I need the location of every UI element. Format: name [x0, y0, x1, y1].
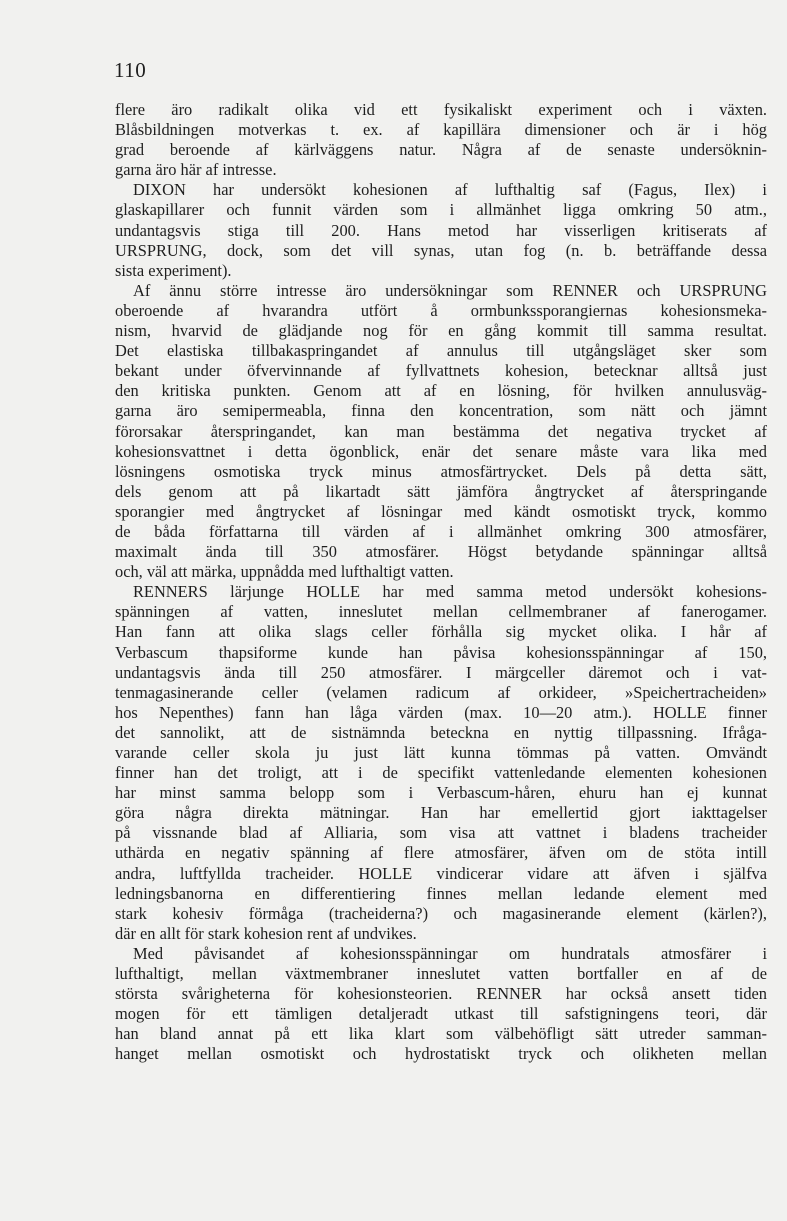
text-line: stark kohesiv förmåga (tracheiderna?) och magasinerande element (kärlen?), — [115, 903, 767, 923]
text-line: Han fann att olika slags celler förhålla sig mycket olika. I hår af — [115, 622, 767, 642]
text-line: spänningen af vatten, inneslutet mellan cellmembraner af fanerogamer. — [115, 602, 767, 622]
text-line: URSPRUNG, dock, som det vill synas, utan fog (n. b. beträffande dessa — [115, 240, 767, 260]
text-line: hanget mellan osmotiskt och hydrostatiskt tryck och olikheten mellan — [115, 1044, 767, 1064]
text-line: glaskapillarer och funnit värden som i allmänhet ligga omkring 50 atm., — [115, 200, 767, 220]
text-line: ledningsbanorna en differentiering finnes mellan ledande element med — [115, 883, 767, 903]
text-line: göra några direkta mätningar. Han har emellertid gjort iakttagelser — [115, 803, 767, 823]
text-line: andra, luftfyllda tracheider. HOLLE vindicerar vidare att äfven i själfva — [115, 863, 767, 883]
text-line: mogen för ett tämligen detaljeradt utkast till safstigningens teori, där — [115, 1004, 767, 1024]
text-line: Af ännu större intresse äro undersökningar som RENNER och URSPRUNG — [133, 280, 767, 300]
text-line: på vissnande blad af Alliaria, som visa att vattnet i bladens tracheider — [115, 823, 767, 843]
text-line: han bland annat på ett lika klart som välbehöfligt sätt utreder samman- — [115, 1024, 767, 1044]
text-line: har minst samma belopp som i Verbascum-håren, ehuru han ej kunnat — [115, 783, 767, 803]
text-line: Det elastiska tillbakaspringandet af annulus till utgångsläget sker som — [115, 341, 767, 361]
text-line: lufthaltigt, mellan växtmembraner inneslutet vatten bortfaller en af de — [115, 964, 767, 984]
text-line: garna äro här af intresse. — [115, 160, 277, 180]
text-line: varande celler skola ju just lätt kunna tömmas på vatten. Omvändt — [115, 743, 767, 762]
text-line: förorsakar återspringandet, kan man bestämma det negativa trycket af — [115, 421, 767, 441]
text-line: största svårigheterna för kohesionsteorien. RENNER har också ansett tiden — [115, 984, 767, 1004]
text-line: där en allt för stark kohesion rent af undvikes. — [115, 923, 417, 943]
text-line: garna äro semipermeabla, finna den koncentration, som nätt och jämnt — [115, 401, 767, 421]
text-line: uthärda en negativ spänning af flere atmosfärer, äfven om de stöta intill — [115, 843, 767, 863]
text-line: Blåsbildningen motverkas t. ex. af kapillära dimensioner och är i hög — [115, 120, 767, 140]
page-number: 110 — [114, 58, 147, 82]
text-line: Med påvisandet af kohesionsspänningar om hundratals atmosfärer i — [133, 943, 767, 963]
text-line: nism, hvarvid de glädjande nog för en gång kommit till samma resultat. — [115, 321, 767, 341]
text-line: oberoende af hvarandra utfört å ormbunkssporangiernas kohesionsmeka- — [115, 300, 767, 320]
text-line: och, väl att märka, uppnådda med lufthaltigt vatten. — [115, 562, 454, 582]
text-line: undantagsvis stiga till 200. Hans metod har visserligen kritiserats af — [115, 220, 767, 240]
text-line: lösningens osmotiska tryck minus atmosfärtrycket. Dels på detta sätt, — [115, 461, 767, 481]
text-line: bekant under öfvervinnande af fyllvattnets kohesion, betecknar alltså just — [115, 361, 767, 381]
text-line: det sannolikt, att de sistnämnda beteckna en nyttig tillpassning. Ifråga- — [115, 722, 767, 742]
body-text — [115, 100, 767, 1065]
text-line: grad beroende af kärlväggens natur. Några af de senaste undersöknin- — [115, 140, 767, 160]
text-line: flere äro radikalt olika vid ett fysikaliskt experiment och i växten. — [115, 100, 767, 119]
text-line: Verbascum thapsiforme kunde han påvisa kohesionsspänningar af 150, — [115, 642, 767, 662]
text-line: finner han det troligt, att i de specifikt vattenledande elementen kohesionen — [115, 763, 767, 783]
text-line: undantagsvis ända till 250 atmosfärer. I märgceller däremot och i vat- — [115, 662, 767, 682]
text-line: den kritiska punkten. Genom att af en lösning, för hvilken annulusväg- — [115, 381, 767, 401]
text-line: sista experiment). — [115, 260, 232, 280]
text-line: DIXON har undersökt kohesionen af lufthaltig saf (Fagus, Ilex) i — [133, 180, 767, 200]
text-line: de båda författarna till värden af i allmänhet omkring 300 atmosfärer, — [115, 521, 767, 541]
text-line: sporangier med ångtrycket af lösningar med kändt osmotiskt tryck, kommo — [115, 501, 767, 521]
text-line: RENNERS lärjunge HOLLE har med samma metod undersökt kohesions- — [133, 582, 767, 602]
text-line: maximalt ända till 350 atmosfärer. Högst betydande spänningar alltså — [115, 542, 767, 562]
text-line: dels genom att på likartadt sätt jämföra ångtrycket af återspringande — [115, 481, 767, 501]
text-line: tenmagasinerande celler (velamen radicum af orkideer, »Speichertracheiden» — [115, 682, 767, 702]
text-line: kohesionsvattnet i detta ögonblick, enär det senare måste vara lika med — [115, 441, 767, 461]
text-line: hos Nepenthes) fann han låga värden (max. 10—20 atm.). HOLLE finner — [115, 702, 767, 722]
